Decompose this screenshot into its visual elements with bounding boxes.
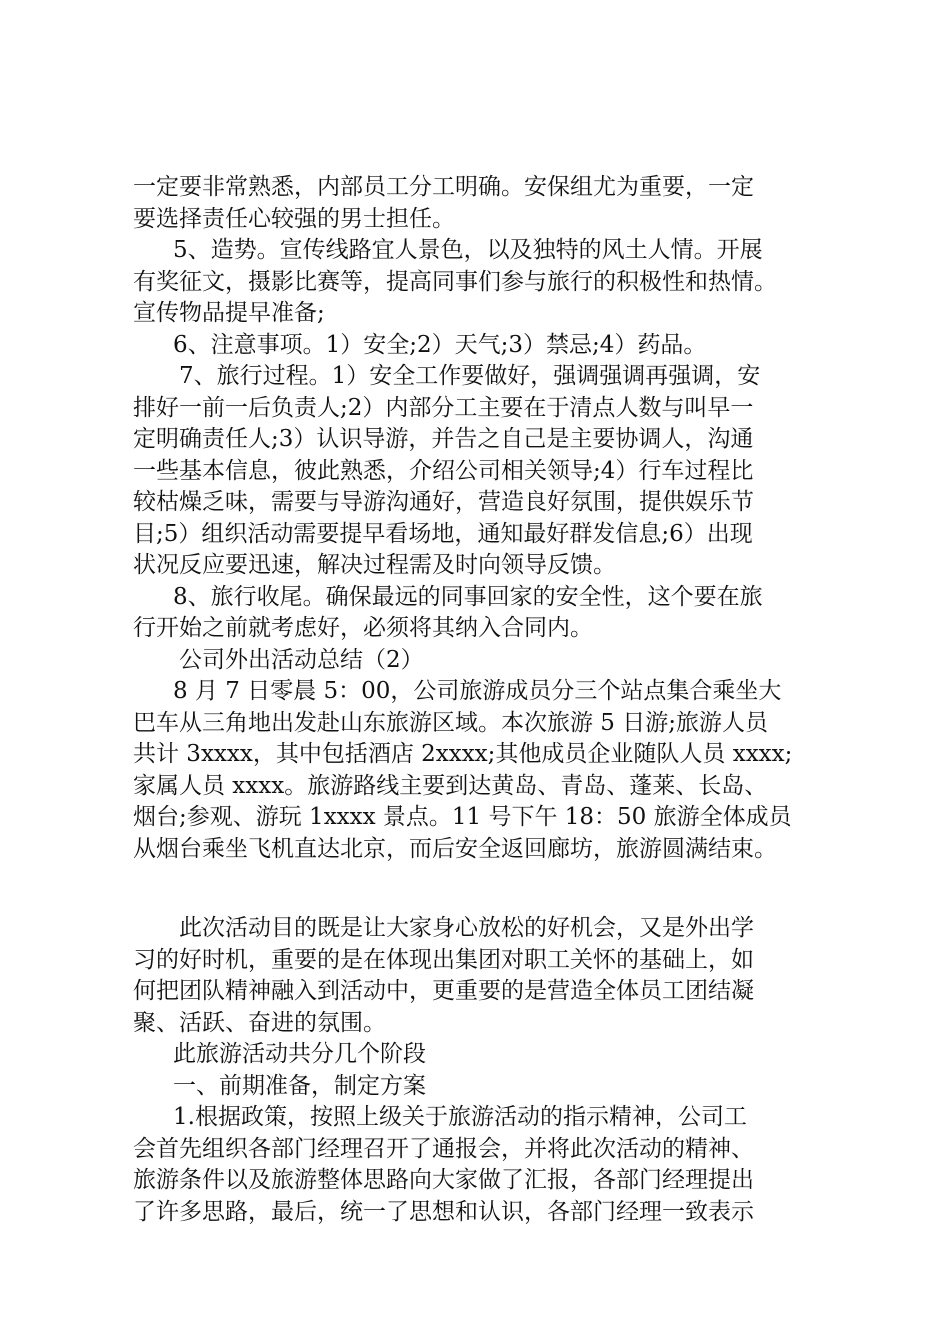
section-heading: 一、前期准备，制定方案 (173, 1072, 426, 1099)
text-line: 较枯燥乏味，需要与导游沟通好，营造良好氛围，提供娱乐节 (133, 489, 754, 515)
document-body (133, 172, 833, 1228)
text-line: 了许多思路，最后，统一了思想和认识，各部门经理一致表示 (133, 1198, 754, 1225)
text-line: 要选择责任心较强的男士担任。 (133, 205, 455, 232)
text-line: 一定要非常熟悉，内部员工分工明确。安保组尤为重要，一定 (133, 174, 754, 200)
text-line: 一些基本信息，彼此熟悉，介绍公司相关领导;4）行车过程比 (133, 457, 754, 484)
text-line: 1.根据政策，按照上级关于旅游活动的指示精神，公司工 (173, 1104, 747, 1130)
text-line: 6、注意事项。1）安全;2）天气;3）禁忌;4）药品。 (173, 331, 707, 358)
text-line: 会首先组织各部门经理召开了通报会，并将此次活动的精神、 (133, 1135, 754, 1162)
section-heading: 公司外出活动总结（2） (179, 646, 424, 673)
section-heading: 此旅游活动共分几个阶段 (173, 1041, 426, 1067)
text-line: 行开始之前就考虑好，必须将其纳入合同内。 (133, 615, 593, 641)
text-line: 5、造势。宣传线路宜人景色，以及独特的风土人情。开展 (173, 237, 763, 263)
text-line: 定明确责任人;3）认识导游，并告之自己是主要协调人，沟通 (133, 426, 754, 452)
text-line: 此次活动目的既是让大家身心放松的好机会，又是外出学 (179, 915, 754, 941)
text-line: 排好一前一后负责人;2）内部分工主要在于清点人数与叫早一 (133, 394, 754, 421)
text-line: 巴车从三角地出发赴山东旅游区域。本次旅游 5 日游;旅游人员 (133, 709, 769, 736)
text-line: 8、旅行收尾。确保最远的同事回家的安全性，这个要在旅 (173, 583, 763, 610)
text-line: 从烟台乘坐飞机直达北京，而后安全返回廊坊，旅游圆满结束。 (133, 835, 777, 862)
text-line: 共计 3xxxx，其中包括酒店 2xxxx;其他成员企业随队人员 xxxx; (133, 741, 793, 767)
text-line: 7、旅行过程。1）安全工作要做好，强调强调再强调，安 (179, 363, 761, 389)
text-line: 旅游条件以及旅游整体思路向大家做了汇报，各部门经理提出 (133, 1167, 754, 1193)
text-line: 聚、活跃、奋进的氛围。 (133, 1009, 386, 1036)
text-line: 何把团队精神融入到活动中，更重要的是营造全体员工团结凝 (133, 978, 754, 1004)
text-line: 家属人员 xxxx。旅游路线主要到达黄岛、青岛、蓬莱、长岛、 (133, 772, 768, 799)
text-line: 宣传物品提早准备; (133, 300, 325, 326)
text-line: 目;5）组织活动需要提早看场地，通知最好群发信息;6）出现 (133, 520, 753, 547)
text-line: 有奖征文，摄影比赛等，提高同事们参与旅行的积极性和热情。 (133, 268, 777, 295)
text-line: 状况反应要迅速，解决过程需及时向领导反馈。 (133, 552, 616, 578)
text-line: 习的好时机，重要的是在体现出集团对职工关怀的基础上，如 (133, 946, 754, 973)
text-line: 烟台;参观、游玩 1xxxx 景点。11 号下午 18：50 旅游全体成员 (133, 804, 792, 830)
text-line: 8 月 7 日零晨 5：00，公司旅游成员分三个站点集合乘坐大 (173, 678, 782, 704)
paragraph-gap (133, 865, 833, 913)
